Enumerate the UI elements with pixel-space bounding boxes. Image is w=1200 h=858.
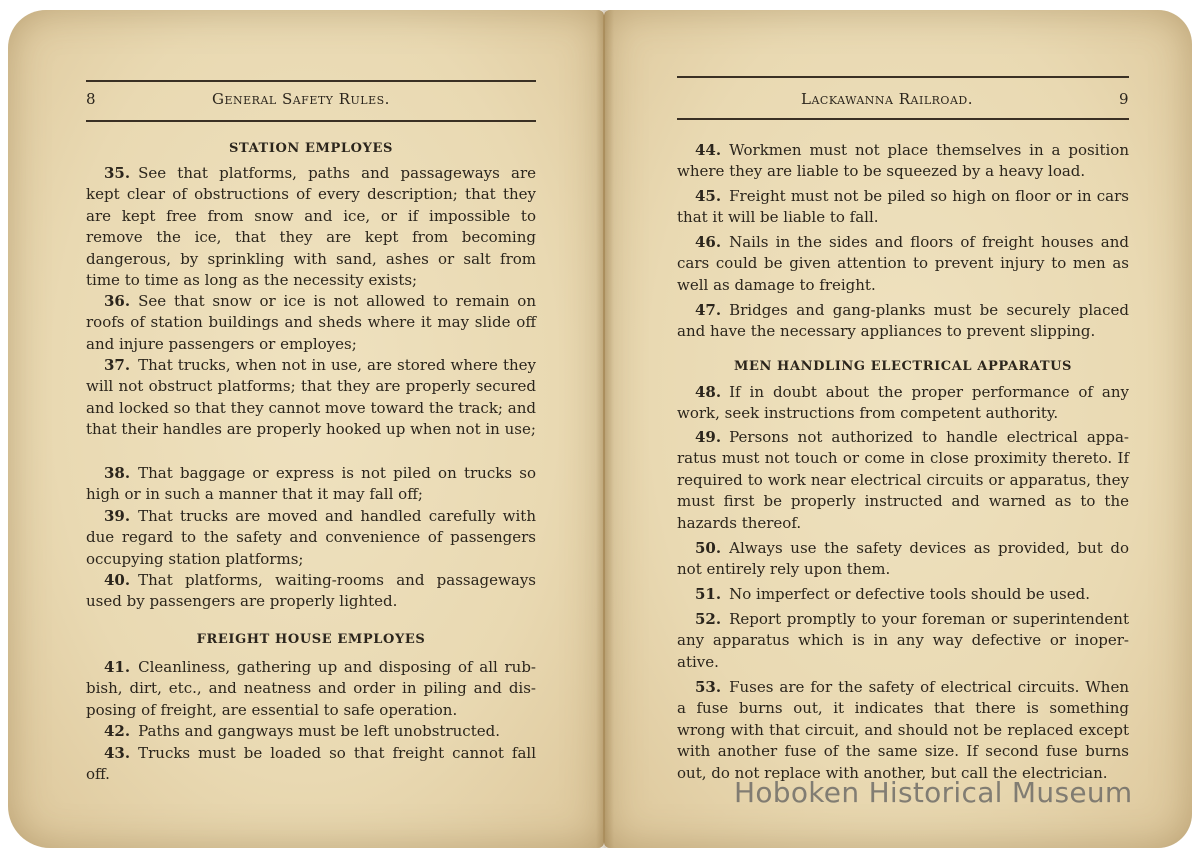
rule-text: If in doubt about the proper performance of any work, seek instructions from competent authority. <box>677 383 1129 423</box>
rule-number: 48. <box>695 383 722 401</box>
rule-number: 37. <box>104 356 131 374</box>
section-title-freight-house-employes: FREIGHT HOUSE EMPLOYES <box>196 632 426 647</box>
rule-text: Workmen must not place themselves in a position where they are liable to be squeezed by a heavy load. <box>677 141 1129 181</box>
rule-number: 42. <box>104 722 131 740</box>
rule-paragraph <box>86 463 536 506</box>
rule-number: 36. <box>104 292 131 310</box>
rule-paragraph <box>677 382 1129 425</box>
rule-paragraph <box>677 300 1129 343</box>
rule-text: That baggage or express is not piled on trucks so high or in such a manner that it may fall off; <box>86 464 536 504</box>
page-number: 9 <box>1118 90 1129 108</box>
rule-number: 44. <box>695 141 722 159</box>
rule-text: See that snow or ice is not allowed to remain on roofs of station buildings and sheds where it may slide off and injure passengers or employes; <box>86 292 536 353</box>
page-number: 8 <box>86 90 97 108</box>
rule-paragraph <box>677 427 1129 534</box>
rule-number: 41. <box>104 658 131 676</box>
rule-text: Trucks must be loaded so that freight cannot fall off. <box>86 744 536 784</box>
rule-number: 38. <box>104 464 131 482</box>
rule-text: Fuses are for the safety of electrical circuits. When a fuse burns out, it indicates that there is something wrong with that circuit, and should not be replaced except with another fuse of the same size. If second fuse burns out, do not replace with another, but call the electrician. <box>677 678 1129 782</box>
rule-text: See that platforms, paths and passageways are kept clear of obstructions of every description; that they are kept free from snow and ice, or if impossible to remove the ice, that they are kept from becoming dangerous, by sprinkling with sand, ashes or salt from time to time as long as the necessity exists; <box>86 164 536 290</box>
rule-text: Always use the safety devices as provided, but do not entirely rely upon them. <box>677 539 1129 579</box>
rule-number: 40. <box>104 571 131 589</box>
rule-paragraph <box>86 721 536 742</box>
rule-number: 46. <box>695 233 722 251</box>
rule-text: Nails in the sides and floors of freight houses and cars could be given attention to prevent injury to men as well as damage to freight. <box>677 233 1129 294</box>
rule-paragraph <box>86 163 536 291</box>
header-rule-bottom <box>677 118 1129 120</box>
rule-text: No imperfect or defective tools should be used. <box>729 585 1090 603</box>
rule-number: 52. <box>695 610 722 628</box>
rule-number: 35. <box>104 164 131 182</box>
rule-number: 47. <box>695 301 722 319</box>
booklet-spread <box>8 10 1192 848</box>
rule-text: That trucks, when not in use, are stored where they will not obstruct platforms; that they are properly secured and locked so that they cannot move toward the track; and that their handles are properly hooked up when not in use; <box>86 356 536 439</box>
rule-paragraph <box>677 609 1129 673</box>
rule-text: Cleanliness, gathering up and disposing of all rubbish, dirt, etc., and neatness and order in piling and disposing of freight, are essential to safe operation. <box>86 658 536 719</box>
section-title-station-employes: STATION EMPLOYES <box>229 141 393 156</box>
left-page <box>8 10 604 848</box>
rule-number: 50. <box>695 539 722 557</box>
rule-text: Report promptly to your foreman or superintendent any apparatus which is in any way defective or inoperative. <box>677 610 1129 671</box>
rule-number: 53. <box>695 678 722 696</box>
rule-text: That platforms, waiting-rooms and passageways used by passengers are properly lighted. <box>86 571 536 611</box>
rule-paragraph <box>677 232 1129 296</box>
rule-paragraph <box>86 743 536 786</box>
rule-paragraph <box>677 538 1129 581</box>
header-rule-bottom <box>86 120 536 122</box>
rule-number: 51. <box>695 585 722 603</box>
book-gutter <box>596 10 614 848</box>
rule-paragraph <box>86 506 536 570</box>
rule-number: 45. <box>695 187 722 205</box>
rule-text: Bridges and gang-planks must be securely placed and have the necessary appliances to prevent slipping. <box>677 301 1129 341</box>
rule-paragraph <box>86 355 536 441</box>
rule-paragraph <box>677 140 1129 183</box>
rule-paragraph <box>86 291 536 355</box>
rule-paragraph <box>677 186 1129 229</box>
right-page-header <box>677 90 1129 112</box>
page-header-title: General Safety Rules. <box>212 90 390 108</box>
rule-number: 43. <box>104 744 131 762</box>
header-rule-top <box>677 76 1129 78</box>
rule-paragraph <box>677 677 1129 784</box>
rule-paragraph <box>86 570 536 613</box>
rule-text: Persons not authorized to handle electrical apparatus must not touch or come in close proximity thereto. If required to work near electrical circuits or apparatus, they must first be properly instructed and warned as to the hazards thereof. <box>677 428 1129 532</box>
right-page <box>604 10 1192 848</box>
museum-watermark: Hoboken Historical Museum <box>734 776 1133 809</box>
rule-number: 39. <box>104 507 131 525</box>
rule-paragraph <box>677 584 1129 605</box>
rule-number: 49. <box>695 428 722 446</box>
left-page-header <box>86 90 536 112</box>
rule-text: Paths and gangways must be left unobstructed. <box>138 722 500 740</box>
rule-paragraph <box>86 657 536 721</box>
header-rule-top <box>86 80 536 82</box>
rule-text: That trucks are moved and handled carefully with due regard to the safety and convenience of passengers occupying station platforms; <box>86 507 536 568</box>
section-title-electrical-apparatus: MEN HANDLING ELECTRICAL APPARATUS <box>733 359 1073 374</box>
rule-text: Freight must not be piled so high on floor or in cars that it will be liable to fall. <box>677 187 1129 227</box>
page-header-title: Lackawanna Railroad. <box>801 90 973 108</box>
